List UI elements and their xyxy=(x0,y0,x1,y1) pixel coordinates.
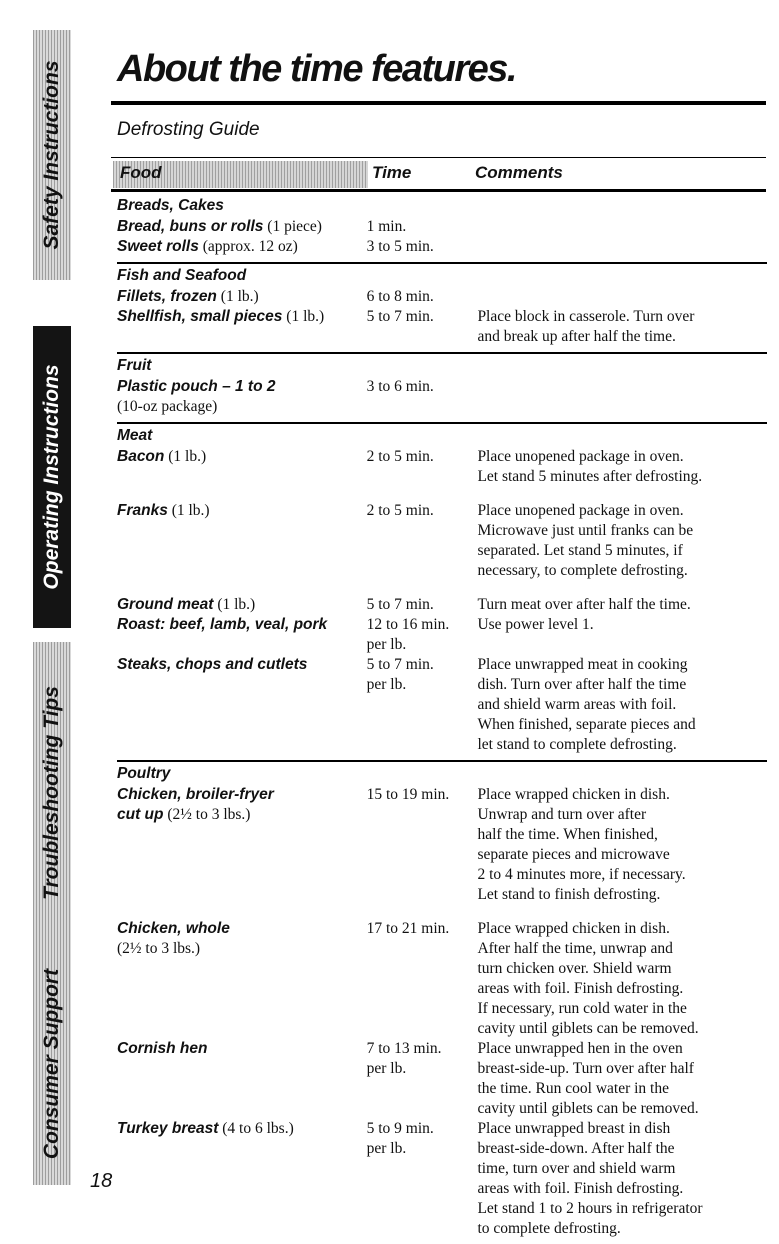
food-detail: (1 lb.) xyxy=(171,502,210,519)
food-cell xyxy=(117,1039,367,1119)
comments-cell xyxy=(477,595,767,615)
row-gap xyxy=(117,487,767,501)
table-row xyxy=(117,1039,767,1119)
comments-cell xyxy=(477,615,767,655)
comment-line: turn chicken over. Shield warm xyxy=(477,960,672,977)
table-row xyxy=(117,785,767,905)
time-line: per lb. xyxy=(366,1140,407,1157)
food-name: Shellfish, small pieces xyxy=(117,308,283,325)
side-tab-label: Safety Instructions xyxy=(40,60,63,250)
comment-line: Place unopened package in oven. xyxy=(477,448,684,465)
food-name-cont: cut up xyxy=(117,806,164,823)
comments-cell xyxy=(477,1119,767,1239)
comment-line: cavity until giblets can be removed. xyxy=(477,1100,699,1117)
comment-line: Let stand 5 minutes after defrosting. xyxy=(477,468,703,485)
food-cell xyxy=(117,919,367,1039)
comment-line: separated. Let stand 5 minutes, if xyxy=(477,542,683,559)
time-cell xyxy=(367,377,478,417)
food-line xyxy=(117,447,367,467)
comment-line: time, turn over and shield warm xyxy=(477,1160,676,1177)
comment-line: Let stand 1 to 2 hours in refrigerator xyxy=(477,1200,703,1217)
comment-line: Place unopened package in oven. xyxy=(477,502,684,519)
food-section xyxy=(117,194,767,264)
subtitle-rule xyxy=(111,157,766,158)
comments-cell xyxy=(477,785,767,905)
food-name: Steaks, chops and cutlets xyxy=(117,656,308,673)
comment-line: let stand to complete defrosting. xyxy=(477,736,677,753)
column-header-comments: Comments xyxy=(475,163,563,182)
food-name: Fillets, frozen xyxy=(117,288,217,305)
food-cell xyxy=(117,655,367,755)
food-cell xyxy=(117,785,367,905)
section-heading: Poultry xyxy=(117,765,171,782)
time-line: 15 to 19 min. xyxy=(366,786,450,803)
food-detail: (10-oz package) xyxy=(117,398,218,415)
food-name: Bacon xyxy=(117,448,165,465)
comments-cell xyxy=(477,237,767,257)
table-row xyxy=(117,447,767,487)
food-detail: (4 to 6 lbs.) xyxy=(222,1120,294,1137)
comment-line: and break up after half the time. xyxy=(477,328,676,345)
food-cell xyxy=(117,377,367,417)
food-line xyxy=(117,655,367,675)
comments-cell xyxy=(477,501,767,581)
food-name: Plastic pouch – 1 to 2 xyxy=(117,378,276,395)
comment-line: Place unwrapped breast in dish xyxy=(477,1120,671,1137)
time-cell xyxy=(367,447,478,487)
comment-line: half the time. When finished, xyxy=(477,826,658,843)
side-tab-troubleshooting-tips xyxy=(33,642,71,943)
comment-line: the time. Run cool water in the xyxy=(477,1080,669,1097)
food-line xyxy=(117,785,367,805)
food-cell xyxy=(117,447,367,487)
food-detail: (2½ to 3 lbs.) xyxy=(167,806,251,823)
food-line xyxy=(117,1039,367,1059)
comment-line: After half the time, unwrap and xyxy=(477,940,673,957)
comments-cell xyxy=(477,307,767,347)
section-heading: Breads, Cakes xyxy=(117,197,224,214)
row-gap xyxy=(117,581,767,595)
page-title: About the time features. xyxy=(117,48,516,90)
comment-line: and shield warm areas with foil. xyxy=(477,696,677,713)
food-line xyxy=(117,217,367,237)
table-row xyxy=(117,595,767,615)
table-row xyxy=(117,287,767,307)
time-line: 12 to 16 min. xyxy=(366,616,450,633)
time-cell xyxy=(367,307,478,347)
food-cell xyxy=(117,287,367,307)
food-cell xyxy=(117,1119,367,1239)
side-tab-label: Consumer Support xyxy=(40,968,63,1160)
table-row xyxy=(117,919,767,1039)
side-tab-consumer-support xyxy=(33,943,71,1185)
comments-cell xyxy=(477,919,767,1039)
food-cell xyxy=(117,307,367,347)
food-line-2 xyxy=(117,397,367,417)
comment-line: Microwave just until franks can be xyxy=(477,522,694,539)
column-header-food: Food xyxy=(120,163,162,182)
food-line xyxy=(117,919,367,939)
time-line: 3 to 5 min. xyxy=(366,238,434,255)
defrosting-table xyxy=(117,194,767,1244)
food-name: Bread, buns or rolls xyxy=(117,218,264,235)
comment-line: Place unwrapped meat in cooking xyxy=(477,656,688,673)
comment-line: areas with foil. Finish defrosting. xyxy=(477,980,684,997)
section-heading: Meat xyxy=(117,427,153,444)
side-tab-operating-instructions xyxy=(33,326,71,628)
food-detail: (1 piece) xyxy=(267,218,322,235)
food-line-2 xyxy=(117,805,367,825)
comment-line: necessary, to complete defrosting. xyxy=(477,562,688,579)
comments-cell xyxy=(477,1039,767,1119)
table-row xyxy=(117,655,767,755)
comments-cell xyxy=(477,447,767,487)
time-line: 2 to 5 min. xyxy=(366,448,434,465)
food-name: Franks xyxy=(117,502,168,519)
time-line: 2 to 5 min. xyxy=(366,502,434,519)
section-heading: Fruit xyxy=(117,357,152,374)
side-tab-safety-instructions xyxy=(33,30,71,280)
food-line-2 xyxy=(117,939,367,959)
row-gap xyxy=(117,905,767,919)
time-cell xyxy=(367,287,478,307)
comment-line: Place wrapped chicken in dish. xyxy=(477,786,670,803)
food-cell xyxy=(117,217,367,237)
food-detail: (1 lb.) xyxy=(168,448,207,465)
comment-line: 2 to 4 minutes more, if necessary. xyxy=(477,866,686,883)
comment-line: breast-side-down. After half the xyxy=(477,1140,675,1157)
food-section xyxy=(117,264,767,354)
time-cell xyxy=(367,785,478,905)
time-cell xyxy=(367,615,478,655)
page-number: 18 xyxy=(90,1170,113,1192)
food-detail: (1 lb.) xyxy=(286,308,325,325)
comment-line: When finished, separate pieces and xyxy=(477,716,696,733)
food-line xyxy=(117,377,367,397)
comments-cell xyxy=(477,655,767,755)
food-detail: (2½ to 3 lbs.) xyxy=(117,940,201,957)
table-row xyxy=(117,377,767,417)
comment-line: Let stand to finish defrosting. xyxy=(477,886,661,903)
time-line: 5 to 7 min. xyxy=(366,308,434,325)
food-line xyxy=(117,237,367,257)
table-row xyxy=(117,307,767,347)
time-cell xyxy=(367,919,478,1039)
time-cell xyxy=(367,501,478,581)
side-tab-label: Troubleshooting Tips xyxy=(40,685,63,900)
side-tab-label: Operating Instructions xyxy=(40,364,63,590)
comments-cell xyxy=(477,217,767,237)
comment-line: Place block in casserole. Turn over xyxy=(477,308,695,325)
comment-line: areas with foil. Finish defrosting. xyxy=(477,1180,684,1197)
food-line xyxy=(117,307,367,327)
table-row xyxy=(117,217,767,237)
food-line xyxy=(117,1119,367,1139)
food-name: Turkey breast xyxy=(117,1120,219,1137)
comment-line: Unwrap and turn over after xyxy=(477,806,647,823)
food-line xyxy=(117,615,367,635)
food-cell xyxy=(117,595,367,615)
header-rule xyxy=(111,189,766,192)
comment-line: separate pieces and microwave xyxy=(477,846,670,863)
time-line: per lb. xyxy=(366,676,407,693)
food-line xyxy=(117,501,367,521)
comment-line: to complete defrosting. xyxy=(477,1220,621,1237)
food-cell xyxy=(117,615,367,655)
table-row xyxy=(117,237,767,257)
food-section xyxy=(117,424,767,762)
food-detail: (approx. 12 oz) xyxy=(202,238,298,255)
comment-line: Use power level 1. xyxy=(477,616,594,633)
food-name: Cornish hen xyxy=(117,1040,208,1057)
comment-line: If necessary, run cold water in the xyxy=(477,1000,687,1017)
section-subtitle: Defrosting Guide xyxy=(117,119,260,140)
time-cell xyxy=(367,655,478,755)
table-row xyxy=(117,615,767,655)
time-cell xyxy=(367,595,478,615)
time-line: per lb. xyxy=(366,636,407,653)
comment-line: cavity until giblets can be removed. xyxy=(477,1020,699,1037)
comments-cell xyxy=(477,287,767,307)
food-name: Chicken, broiler-fryer xyxy=(117,786,274,803)
time-line: 5 to 9 min. xyxy=(366,1120,434,1137)
food-name: Roast: beef, lamb, veal, pork xyxy=(117,616,328,633)
food-line xyxy=(117,287,367,307)
side-tabs xyxy=(33,30,71,1185)
food-name: Sweet rolls xyxy=(117,238,199,255)
time-cell xyxy=(367,1039,478,1119)
time-line: 5 to 7 min. xyxy=(366,596,434,613)
comment-line: Place wrapped chicken in dish. xyxy=(477,920,670,937)
food-cell xyxy=(117,237,367,257)
food-name: Chicken, whole xyxy=(117,920,230,937)
time-cell xyxy=(367,1119,478,1239)
food-detail: (1 lb.) xyxy=(217,596,256,613)
table-row xyxy=(117,1119,767,1239)
time-line: 5 to 7 min. xyxy=(366,656,434,673)
food-section xyxy=(117,354,767,424)
food-cell xyxy=(117,501,367,581)
time-cell xyxy=(367,237,478,257)
comment-line: breast-side-up. Turn over after half xyxy=(477,1060,694,1077)
time-line: 1 min. xyxy=(366,218,407,235)
section-heading: Fish and Seafood xyxy=(117,267,247,284)
time-line: 17 to 21 min. xyxy=(366,920,450,937)
time-line: 6 to 8 min. xyxy=(366,288,434,305)
food-section xyxy=(117,762,767,1244)
table-row xyxy=(117,501,767,581)
food-line xyxy=(117,595,367,615)
comment-line: dish. Turn over after half the time xyxy=(477,676,687,693)
time-line: per lb. xyxy=(366,1060,407,1077)
food-name: Ground meat xyxy=(117,596,214,613)
comments-cell xyxy=(477,377,767,417)
comment-line: Place unwrapped hen in the oven xyxy=(477,1040,683,1057)
comment-line: Turn meat over after half the time. xyxy=(477,596,691,613)
food-detail: (1 lb.) xyxy=(220,288,259,305)
time-line: 7 to 13 min. xyxy=(366,1040,442,1057)
time-line: 3 to 6 min. xyxy=(366,378,434,395)
time-cell xyxy=(367,217,478,237)
column-header-time: Time xyxy=(372,163,412,182)
title-rule xyxy=(111,101,766,105)
